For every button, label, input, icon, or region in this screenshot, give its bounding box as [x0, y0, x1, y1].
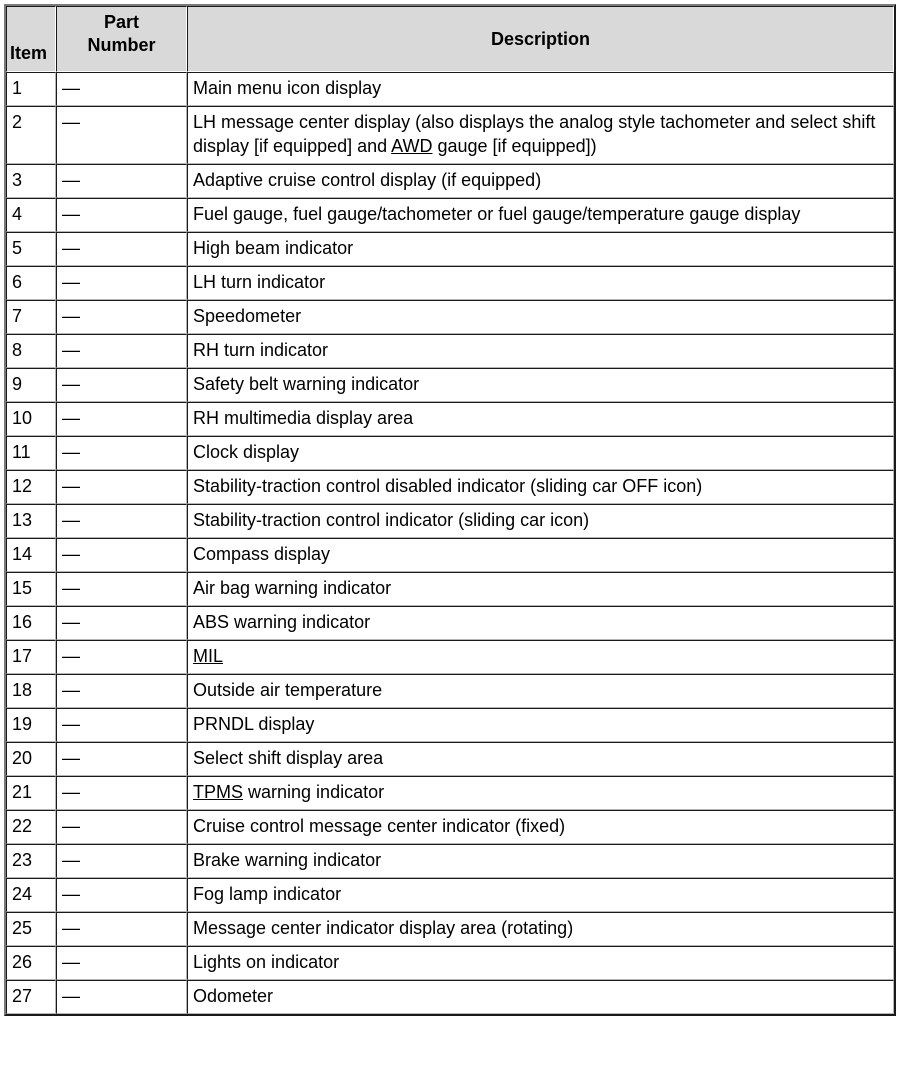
description-text: gauge [if equipped]) [432, 136, 597, 156]
table-header-row [6, 6, 894, 72]
description-text: warning indicator [243, 782, 385, 802]
part-number-cell: — [56, 402, 187, 436]
description-text: Adaptive cruise control display (if equipped) [193, 170, 542, 190]
description-text: Safety belt warning indicator [193, 374, 420, 394]
item-number-cell: 17 [6, 640, 56, 674]
item-column-header [6, 6, 56, 72]
item-number-cell: 24 [6, 878, 56, 912]
description-cell [187, 106, 894, 164]
table-row [6, 946, 894, 980]
part-number-column-header [56, 6, 187, 72]
table-row [6, 368, 894, 402]
table-row [6, 106, 894, 164]
item-number-cell: 16 [6, 606, 56, 640]
item-number-cell: 18 [6, 674, 56, 708]
part-number-cell: — [56, 640, 187, 674]
part-number-cell: — [56, 776, 187, 810]
description-cell [187, 572, 894, 606]
description-text: Clock display [193, 442, 300, 462]
description-cell [187, 946, 894, 980]
item-number-cell: 4 [6, 198, 56, 232]
description-text: RH multimedia display area [193, 408, 414, 428]
part-number-cell: — [56, 844, 187, 878]
table-row [6, 776, 894, 810]
table-row [6, 504, 894, 538]
table-row [6, 232, 894, 266]
part-header-line2: Number [87, 35, 156, 55]
description-cell [187, 72, 894, 106]
part-number-cell: — [56, 674, 187, 708]
description-cell [187, 980, 894, 1014]
description-text: ABS warning indicator [193, 612, 371, 632]
description-text: High beam indicator [193, 238, 354, 258]
table-row [6, 334, 894, 368]
abbreviation-link[interactable]: MIL [193, 646, 224, 666]
description-cell [187, 232, 894, 266]
description-text: Lights on indicator [193, 952, 340, 972]
description-text: Stability-traction control indicator (sliding car icon) [193, 510, 590, 530]
item-header-label: Item [10, 43, 48, 63]
table-body [6, 72, 894, 1014]
table-row [6, 470, 894, 504]
item-number-cell: 9 [6, 368, 56, 402]
part-number-cell: — [56, 878, 187, 912]
item-number-cell: 13 [6, 504, 56, 538]
description-cell [187, 198, 894, 232]
part-number-cell: — [56, 300, 187, 334]
part-number-cell: — [56, 538, 187, 572]
item-number-cell: 27 [6, 980, 56, 1014]
item-number-cell: 15 [6, 572, 56, 606]
description-cell [187, 368, 894, 402]
part-number-cell: — [56, 912, 187, 946]
table-row [6, 538, 894, 572]
description-cell [187, 640, 894, 674]
item-number-cell: 10 [6, 402, 56, 436]
description-text: Odometer [193, 986, 274, 1006]
part-number-cell: — [56, 334, 187, 368]
description-text: Brake warning indicator [193, 850, 382, 870]
description-text: Compass display [193, 544, 331, 564]
part-number-cell: — [56, 368, 187, 402]
table-row [6, 402, 894, 436]
item-number-cell: 7 [6, 300, 56, 334]
description-text: LH turn indicator [193, 272, 326, 292]
item-number-cell: 8 [6, 334, 56, 368]
item-number-cell: 6 [6, 266, 56, 300]
part-number-cell: — [56, 572, 187, 606]
description-cell [187, 810, 894, 844]
description-cell [187, 504, 894, 538]
description-text: Main menu icon display [193, 78, 382, 98]
table-row [6, 164, 894, 198]
description-cell [187, 436, 894, 470]
part-number-cell: — [56, 436, 187, 470]
item-number-cell: 26 [6, 946, 56, 980]
description-cell [187, 266, 894, 300]
description-cell [187, 912, 894, 946]
part-number-cell: — [56, 504, 187, 538]
table-row [6, 980, 894, 1014]
part-number-cell: — [56, 232, 187, 266]
description-column-header [187, 6, 894, 72]
table-row [6, 878, 894, 912]
description-text: Fog lamp indicator [193, 884, 342, 904]
item-number-cell: 20 [6, 742, 56, 776]
item-number-cell: 5 [6, 232, 56, 266]
description-cell [187, 470, 894, 504]
description-cell [187, 878, 894, 912]
table-row [6, 436, 894, 470]
table-row [6, 72, 894, 106]
item-number-cell: 1 [6, 72, 56, 106]
table-row [6, 674, 894, 708]
description-cell [187, 402, 894, 436]
table-row [6, 606, 894, 640]
item-number-cell: 21 [6, 776, 56, 810]
table-row [6, 912, 894, 946]
description-text: PRNDL display [193, 714, 315, 734]
part-number-cell: — [56, 946, 187, 980]
description-text: Air bag warning indicator [193, 578, 392, 598]
description-text: Fuel gauge, fuel gauge/tachometer or fuel gauge/temperature gauge display [193, 204, 801, 224]
abbreviation-link[interactable]: AWD [391, 136, 433, 156]
table-row [6, 810, 894, 844]
part-number-cell: — [56, 470, 187, 504]
part-number-cell: — [56, 742, 187, 776]
description-cell [187, 742, 894, 776]
item-number-cell: 14 [6, 538, 56, 572]
description-text: Outside air temperature [193, 680, 383, 700]
part-number-cell: — [56, 708, 187, 742]
item-number-cell: 19 [6, 708, 56, 742]
part-number-cell: — [56, 980, 187, 1014]
description-cell [187, 708, 894, 742]
description-text: Cruise control message center indicator (fixed) [193, 816, 566, 836]
part-number-cell: — [56, 198, 187, 232]
description-cell [187, 334, 894, 368]
item-number-cell: 25 [6, 912, 56, 946]
description-text: RH turn indicator [193, 340, 329, 360]
part-header-line1: Part [103, 12, 139, 32]
description-text: Stability-traction control disabled indicator (sliding car OFF icon) [193, 476, 703, 496]
table-row [6, 708, 894, 742]
description-cell [187, 606, 894, 640]
description-cell [187, 300, 894, 334]
item-number-cell: 12 [6, 470, 56, 504]
part-number-cell: — [56, 106, 187, 164]
table-row [6, 198, 894, 232]
table-row [6, 300, 894, 334]
part-number-cell: — [56, 164, 187, 198]
table-row [6, 572, 894, 606]
description-text: Select shift display area [193, 748, 384, 768]
item-number-cell: 3 [6, 164, 56, 198]
abbreviation-link[interactable]: TPMS [193, 782, 244, 802]
table-row [6, 266, 894, 300]
item-number-cell: 2 [6, 106, 56, 164]
table-row [6, 844, 894, 878]
description-header-label: Description [490, 28, 591, 49]
description-cell [187, 538, 894, 572]
item-number-cell: 11 [6, 436, 56, 470]
description-text: Message center indicator display area (rotating) [193, 918, 574, 938]
parts-table-container [4, 4, 896, 1016]
table-row [6, 640, 894, 674]
description-cell [187, 164, 894, 198]
part-number-cell: — [56, 606, 187, 640]
part-number-cell: — [56, 810, 187, 844]
item-number-cell: 23 [6, 844, 56, 878]
table-row [6, 742, 894, 776]
parts-table [4, 4, 896, 1016]
description-text: Speedometer [193, 306, 302, 326]
part-number-cell: — [56, 72, 187, 106]
description-cell [187, 674, 894, 708]
part-number-cell: — [56, 266, 187, 300]
description-cell [187, 844, 894, 878]
description-text: LH message center display (also displays the analog style tachometer and select shift display [if equipped] and [193, 112, 876, 156]
description-cell [187, 776, 894, 810]
item-number-cell: 22 [6, 810, 56, 844]
